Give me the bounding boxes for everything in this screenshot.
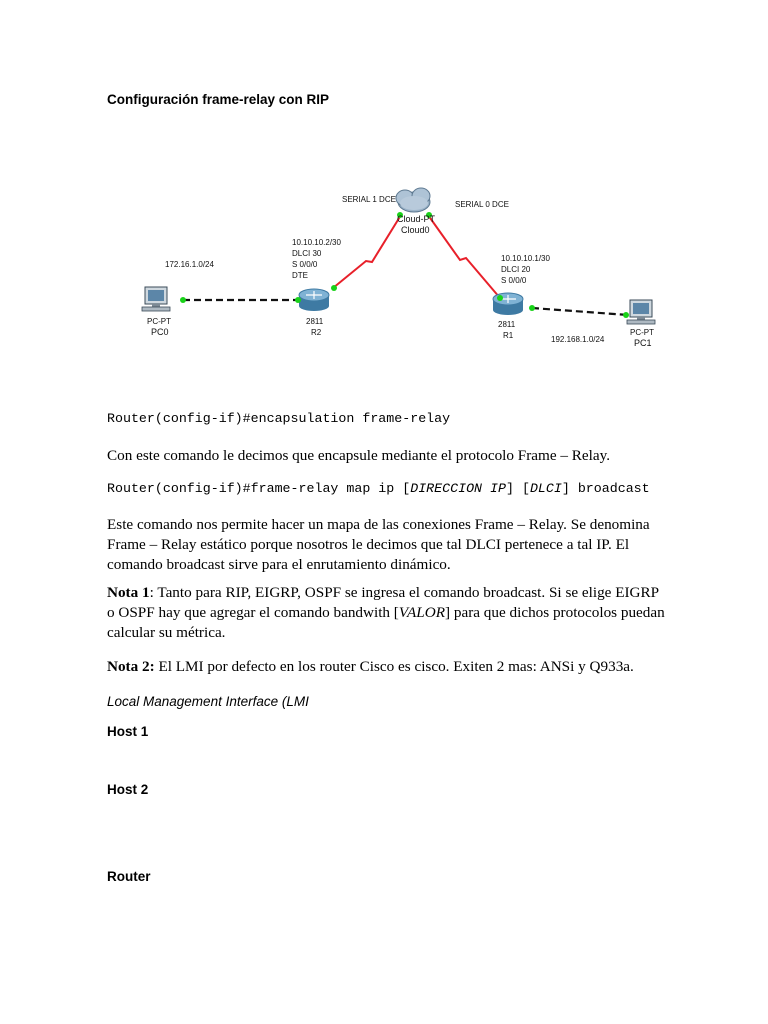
- router-r2-icon: [299, 289, 329, 311]
- pc1-icon: [627, 300, 655, 324]
- pc0-icon: [142, 287, 170, 311]
- port-dot: [497, 295, 503, 301]
- paragraph-encapsulation: Con este comando le decimos que encapsule mediante el protocolo Frame – Relay.: [107, 447, 610, 464]
- r2-info-line: 10.10.10.2/30: [292, 238, 341, 247]
- r2-info-line: S 0/0/0: [292, 260, 318, 269]
- r2-model-label: 2811: [306, 317, 324, 326]
- pc0-name-label: PC0: [151, 327, 169, 337]
- network-topology-diagram: [0, 170, 768, 380]
- router-r1-icon: [493, 293, 523, 315]
- heading-host-2: Host 2: [107, 782, 149, 797]
- note-2: [107, 657, 667, 677]
- command-text: ] [: [505, 481, 530, 496]
- r2-name-label: R2: [311, 328, 322, 337]
- r1-info-line: DLCI 20: [501, 265, 531, 274]
- lmi-note: Local Management Interface (LMI: [107, 694, 309, 709]
- cloud-type-label: Cloud-PT: [397, 214, 436, 224]
- command-arg-ip: DIRECCION IP: [410, 481, 506, 496]
- note-1-label: Nota 1: [107, 584, 150, 601]
- left-network-label: 172.16.1.0/24: [165, 260, 214, 269]
- r1-name-label: R1: [503, 331, 514, 340]
- note-1-valor: VALOR: [398, 604, 445, 621]
- r2-info-line: DTE: [292, 271, 308, 280]
- port-dot: [529, 305, 535, 311]
- serial-link-r2-cloud: [333, 215, 401, 288]
- note-1-text: : Tanto para RIP, EIGRP, OSPF se ingresa el comando broadcast. Si se elige EIGRP o OSPF hay que agregar el comando bandwith [: [107, 584, 659, 621]
- r1-info-line: 10.10.10.1/30: [501, 254, 550, 263]
- pc1-type-label: PC-PT: [630, 328, 654, 337]
- command-text: ] broadcast: [561, 481, 650, 496]
- command-encapsulation: Router(config-if)#encapsulation frame-relay: [107, 411, 451, 426]
- note-2-text: El LMI por defecto en los router Cisco es cisco. Exiten 2 mas: ANSi y Q933a.: [154, 658, 634, 675]
- r1-info-line: S 0/0/0: [501, 276, 527, 285]
- serial0-label: SERIAL 0 DCE: [455, 200, 509, 209]
- port-dot: [180, 297, 186, 303]
- cloud-icon: [396, 188, 430, 212]
- command-frame-relay-map: [107, 481, 650, 496]
- port-dot: [331, 285, 337, 291]
- paragraph-map-explanation: Este comando nos permite hacer un mapa de las conexiones Frame – Relay. Se denomina Frame – Relay estático porque nosotros le decimos que tal DLCI pertenece a tal IP. El comando broadcast sirve para el enrutamiento dinámico.: [107, 516, 650, 573]
- pc1-name-label: PC1: [634, 338, 652, 348]
- document-title: Configuración frame-relay con RIP: [107, 92, 330, 107]
- note-1-text: ] para que dichos protocolos puedan calcular su métrica.: [107, 604, 665, 641]
- pc0-type-label: PC-PT: [147, 317, 171, 326]
- port-dot: [295, 297, 301, 303]
- serial-link-cloud-r1: [428, 215, 500, 298]
- cloud-name-label: Cloud0: [401, 225, 430, 235]
- port-dot: [623, 312, 629, 318]
- command-text: Router(config-if)#frame-relay map ip [: [107, 481, 411, 496]
- note-1: [107, 583, 667, 643]
- heading-host-1: Host 1: [107, 724, 149, 739]
- heading-router: Router: [107, 869, 151, 884]
- right-network-label: 192.168.1.0/24: [551, 335, 605, 344]
- serial1-label: SERIAL 1 DCE: [342, 195, 396, 204]
- r2-info-line: DLCI 30: [292, 249, 322, 258]
- command-arg-dlci: DLCI: [529, 481, 562, 496]
- ethernet-link-r1-pc1: [532, 308, 628, 315]
- r1-model-label: 2811: [498, 320, 516, 329]
- note-2-label: Nota 2:: [107, 658, 155, 675]
